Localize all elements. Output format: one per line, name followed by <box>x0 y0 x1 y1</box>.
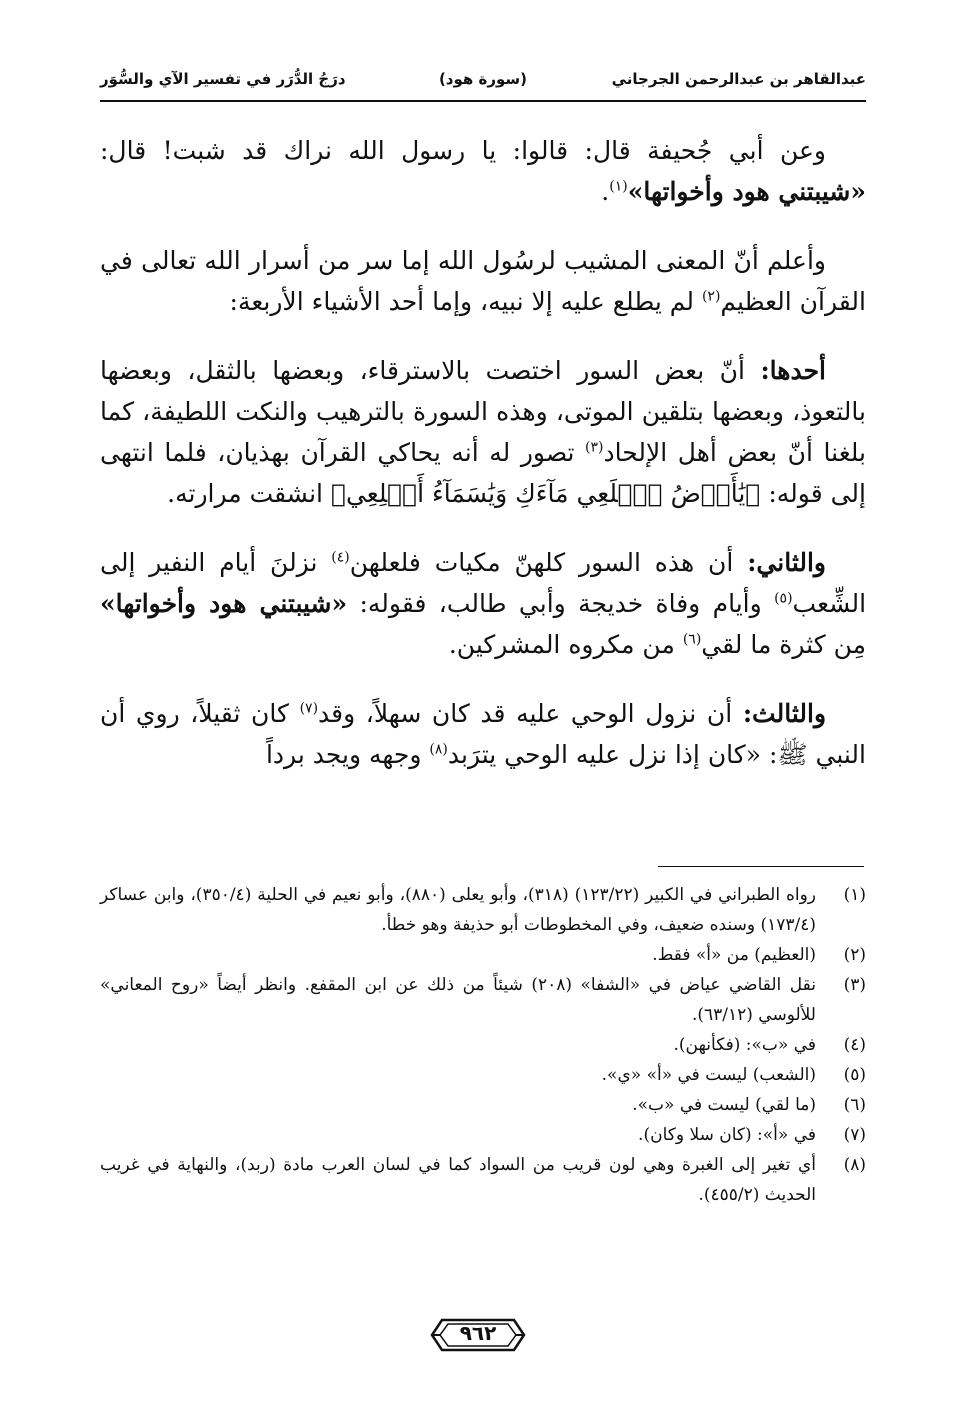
paragraph-1 <box>100 130 866 212</box>
running-header <box>100 70 866 96</box>
footnote-number: (٣) <box>843 975 866 995</box>
p5-a: أن نزول الوحي عليه قد كان سهلاً، وقد <box>318 699 733 728</box>
footnote-ref-6: (٦) <box>682 631 702 648</box>
p3-b: تصور له أنه يحاكي القرآن بهذيان، فلما انتهى إلى قوله: <box>100 438 866 508</box>
p4-a: أن هذه السور كلهنّ مكيات فلعلهن <box>349 548 734 577</box>
p1-quote: «شيبتني هود وأخواتها» <box>627 177 866 206</box>
page-number-ornament <box>428 1316 528 1354</box>
header-book-title: درَجُ الدُّرَر في تفسير الآي والسُّوَر <box>100 70 346 88</box>
quran-verse: ﴿يَٰأَرۡضُ ٱبۡلَعِي مَآءَكِ وَيَٰسَمَآءُ أَقۡلِعِي﴾ <box>330 479 761 508</box>
main-text <box>100 130 866 803</box>
footnote-text: في «أ»: (كان سلا وكان). <box>638 1125 816 1145</box>
footnote-text: في «ب»: (فكأنهن). <box>673 1035 816 1055</box>
p4-b: نزلنَ أيام النفير إلى الشِّعب <box>100 548 867 618</box>
p4-e: من مكروه المشركين. <box>448 630 675 659</box>
header-divider <box>100 100 866 102</box>
p2-b: لم يطلع عليه إلا نبيه، وإما أحد الأشياء الأربعة: <box>229 287 694 316</box>
p5-c: وجهه ويجد برداً <box>265 740 422 769</box>
footnote-text: (الشعب) ليست في «أ» «ي». <box>601 1065 816 1085</box>
p4-d: مِن كثرة ما لقي <box>701 630 866 659</box>
footnote-text: رواه الطبراني في الكبير (١٢٣/٢٢) (٣١٨)، وأبو يعلى (٨٨٠)، وأبو نعيم في الحلية (٣٥٠/٤)، وابن عساكر (١٧٣/٤) وسنده ضعيف، وفي المخطوطات أبو حذيفة وهو خطأ. <box>100 885 816 935</box>
footnote-text: (ما لقي) ليست في «ب». <box>632 1095 816 1115</box>
footnote-text: نقل القاضي عياض في «الشفا» (٢٠٨) شيئاً من ذلك عن ابن المقفع. وانظر أيضاً «روح المعاني» للألوسي (٦٣/١٢). <box>100 975 816 1025</box>
p4-c: وأيام وفاة خديجة وأبي طالب، فقوله: <box>359 589 762 618</box>
footnote-item <box>100 1030 866 1060</box>
p1-end: . <box>601 177 610 206</box>
p3-c: انشقت مرارته. <box>167 479 323 508</box>
p2-a: وأعلم أنّ المعنى المشيب لرسُول الله إما سر من أسرار الله تعالى في القرآن العظيم <box>100 246 866 316</box>
page-number: ٩٦٢ <box>459 1321 497 1345</box>
footnote-ref-8: (٨) <box>429 741 448 758</box>
p5-b: كان ثقيلاً، روي أن النبي ﷺ: «كان إذا نزل عليه الوحي يترَبد <box>100 699 866 769</box>
p4-quote: «شيبتني هود وأخواتها» <box>100 589 348 618</box>
footnote-ref-3: (٣) <box>585 439 604 456</box>
footnote-item <box>100 1150 866 1210</box>
footnote-number: (١) <box>843 885 866 905</box>
paragraph-4 <box>100 542 866 665</box>
footnote-divider <box>658 866 864 867</box>
footnote-item <box>100 940 866 970</box>
footnote-item <box>100 970 866 1030</box>
footnote-number: (٨) <box>843 1155 866 1175</box>
footnote-number: (٢) <box>843 945 866 965</box>
p3-lead: أحدها: <box>760 356 826 385</box>
footnote-number: (٤) <box>843 1035 866 1055</box>
footnote-number: (٥) <box>843 1065 866 1085</box>
footnote-item <box>100 1090 866 1120</box>
footnote-item <box>100 1060 866 1090</box>
p4-lead: والثاني: <box>747 548 827 577</box>
footnote-ref-1: (١) <box>609 178 628 195</box>
footnote-ref-2: (٢) <box>701 288 721 305</box>
p1-text: وعن أبي جُحيفة قال: قالوا: يا رسول الله نراك قد شبت! قال: <box>100 136 826 165</box>
footnote-number: (٦) <box>843 1095 866 1115</box>
footnote-number: (٧) <box>843 1125 866 1145</box>
paragraph-3 <box>100 350 866 514</box>
header-surah: (سورة هود) <box>438 70 528 88</box>
footnote-text: (العظيم) من «أ» فقط. <box>652 945 816 965</box>
header-author: عبدالقاهر بن عبدالرحمن الجرجاني <box>611 70 866 88</box>
footnote-ref-4: (٤) <box>331 549 350 566</box>
footnote-text: أي تغير إلى الغبرة وهي لون قريب من السواد كما في لسان العرب مادة (ربد)، والنهاية في غريب الحديث (٤٥٥/٢). <box>100 1155 816 1205</box>
paragraph-5 <box>100 693 866 775</box>
p3-a: أنّ بعض السور اختصت بالاسترقاء، وبعضها بالثقل، وبعضها بالتعوذ، وبعضها بتلقين الموتى، وهذه السورة بالترهيب والنكت اللطيفة، كما بلغنا أنّ بعض أهل الإلحاد <box>100 356 866 467</box>
footnote-ref-7: (٧) <box>299 700 319 717</box>
footnote-ref-5: (٥) <box>774 590 793 607</box>
p5-lead: والثالث: <box>742 699 827 728</box>
footnote-item <box>100 880 866 940</box>
paragraph-2 <box>100 240 866 322</box>
footnotes <box>100 880 866 1210</box>
footnote-item <box>100 1120 866 1150</box>
